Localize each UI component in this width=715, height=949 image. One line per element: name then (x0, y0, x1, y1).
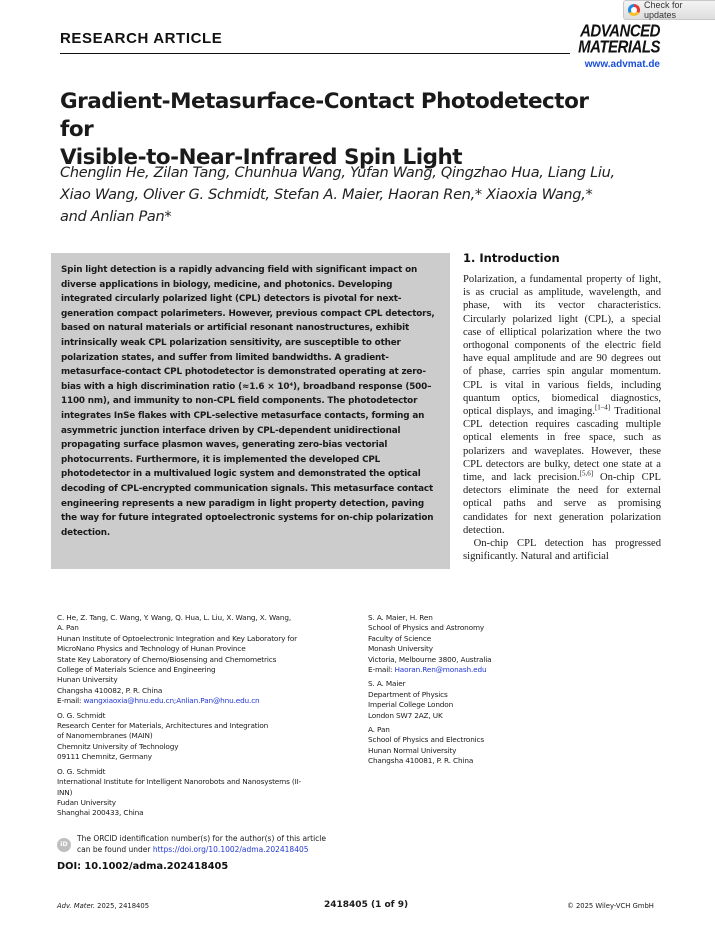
affiliations-right (368, 613, 608, 771)
author-list (60, 162, 620, 228)
check-for-updates-button[interactable] (623, 0, 715, 20)
affiliation-line: Faculty of Science (368, 633, 432, 643)
affiliation-line: S. A. Maier, H. Ren (368, 613, 433, 622)
affiliation-line: O. G. Schmidt (57, 710, 106, 720)
article-title (60, 88, 620, 172)
affiliation-line: Shanghai 200433, China (57, 808, 144, 818)
authors-line: Xiao Wang, Oliver G. Schmidt, Stefan A. Maier, Haoran Ren,* Xiaoxia Wang,* (60, 187, 593, 203)
affiliation-line: Monash University (368, 644, 433, 654)
journal-logo-line1: ADVANCED (580, 21, 660, 42)
email-link[interactable]: wangxiaoxia@hnu.edu.cn;Anlian.Pan@hnu.edu.cn (83, 696, 260, 706)
affiliation-line: S. A. Maier (368, 679, 406, 689)
citation-link[interactable]: [5,6] (579, 469, 594, 478)
doi-label: DOI: 10.1002/adma.202418405 (57, 861, 229, 872)
affiliation-block (57, 613, 357, 707)
crossmark-icon (628, 4, 640, 16)
affiliation-line: International Institute for Intelligent Nanorobots and Nanosystems (II- (57, 777, 302, 787)
email-label: E-mail: (57, 696, 84, 706)
affiliation-line: Chemnitz University of Technology (57, 741, 179, 751)
affiliation-block (368, 725, 608, 767)
journal-logo (578, 21, 660, 58)
affiliation-line: Changsha 410081, P. R. China (368, 756, 474, 766)
intro-paragraph (463, 273, 661, 537)
affiliation-line: School of Physics and Astronomy (368, 623, 485, 633)
affiliation-line: A. Pan (368, 725, 390, 735)
abstract-box (51, 253, 450, 569)
introduction-body (463, 273, 661, 563)
affiliation-line: State Key Laboratory of Chemo/Biosensing and Chemometrics (57, 654, 277, 664)
affiliation-line: College of Materials Science and Engineering (57, 665, 216, 675)
email-link[interactable]: Haoran.Ren@monash.edu (394, 665, 487, 675)
footer-citation (57, 902, 149, 910)
affiliation-line: Changsha 410082, P. R. China (57, 685, 163, 695)
affiliations-left (57, 613, 357, 823)
title-line: Gradient-Metasurface-Contact Photodetector for (60, 89, 589, 142)
affiliation-line: Hunan University (57, 675, 118, 685)
affiliation-line: Hunan Institute of Optoelectronic Integration and Key Laboratory for (57, 633, 298, 643)
affiliation-line: Department of Physics (368, 689, 448, 699)
orcid-notice (57, 834, 326, 855)
email-label: E-mail: (368, 665, 395, 675)
affiliation-line: Research Center for Materials, Architectures and Integration (57, 721, 269, 731)
intro-text-span: Traditional CPL detection requires cascading multiple optical elements in free space, such as polarizers and waveplates. However, these CPL detectors are bulky, detect one state at a time, and lack precision. (463, 406, 662, 484)
title-line: Visible-to-Near-Infrared Spin Light (60, 145, 463, 170)
authors-line: and Anlian Pan* (60, 209, 172, 225)
orcid-icon: iD (57, 838, 71, 852)
affiliation-block (57, 767, 357, 819)
journal-url-link[interactable]: www.advmat.de (584, 59, 660, 70)
email-line (368, 665, 608, 675)
intro-text-span: Polarization, a fundamental property of light, is as crucial as amplitude, wavelength, and phase, with its vector characteristics. Circularly polarized light (CPL), a special case of elliptical polarization where the two orthogonal components of the electric field have equal amplitude and are 90 degrees out of phase, carries spin angular momentum. CPL is vital in various fields, including quantum optics, biomedical diagnostics, optical displays, and imaging. (463, 274, 661, 418)
affiliation-line: Victoria, Melbourne 3800, Australia (368, 654, 492, 664)
copyright: © 2025 Wiley-VCH GmbH (567, 902, 654, 910)
journal-logo-line2: MATERIALS (578, 37, 660, 58)
affiliation-line: MicroNano Physics and Technology of Hunan Province (57, 644, 246, 654)
introduction-heading: 1. Introduction (463, 251, 560, 265)
orcid-prefix: can be found under (77, 844, 153, 854)
header-divider (60, 53, 570, 54)
intro-text-span: On-chip CPL detectors eliminate the need for external optical paths and serve as promising candidates for next generation polarization detection. (463, 472, 661, 536)
orcid-line2 (77, 845, 326, 856)
affiliation-line: Fudan University (57, 797, 116, 807)
affiliation-line: School of Physics and Electronics (368, 735, 485, 745)
authors-line: Chenglin He, Zilan Tang, Chunhua Wang, Yufan Wang, Qingzhao Hua, Liang Liu, (60, 165, 615, 181)
orcid-line1: The ORCID identification number(s) for the author(s) of this article (77, 834, 326, 843)
section-label: RESEARCH ARTICLE (60, 30, 223, 47)
affiliation-line: Hunan Normal University (368, 745, 457, 755)
affiliation-line: INN) (57, 787, 73, 797)
affiliation-line: 09111 Chemnitz, Germany (57, 752, 152, 762)
email-line (57, 696, 357, 706)
page-number: 2418405 (1 of 9) (324, 900, 409, 910)
citation-text: 2025, 2418405 (94, 902, 150, 910)
affiliation-block (368, 679, 608, 721)
affiliation-line: Imperial College London (368, 700, 454, 710)
affiliation-line: C. He, Z. Tang, C. Wang, Y. Wang, Q. Hua, L. Liu, X. Wang, X. Wang, (57, 613, 291, 622)
affiliation-line: A. Pan (57, 623, 79, 633)
orcid-doi-link[interactable]: https://doi.org/10.1002/adma.202418405 (152, 844, 309, 854)
affiliation-block (57, 711, 357, 763)
affiliation-block (368, 613, 608, 675)
affiliation-line: London SW7 2AZ, UK (368, 710, 443, 720)
affiliation-line: of Nanomembranes (MAIN) (57, 731, 153, 741)
citation-link[interactable]: [1–4] (594, 403, 611, 412)
check-for-updates-label: Check for updates (644, 0, 683, 20)
affiliation-line: O. G. Schmidt (57, 766, 106, 776)
intro-paragraph: On-chip CPL detection has progressed significantly. Natural and artificial (463, 538, 661, 563)
abstract-text: Spin light detection is a rapidly advancing field with significant impact on diverse applications in biology, medicine, and photonics. Developing integrated circularly polarized light (CPL) detectors is pivotal for next-generation compact polarimeters. However, previous compact CPL detectors, based on natural materials or artificial resonant nanostructures, exhibit intrinsically weak CPL polarization sensitivity, are susceptible to other polarization states, and suffer from limited bandwidths. A gradient-metasurface-contact CPL photodetector is demonstrated operating at zero-bias with a high discrimination ratio (≈1.6 × 10⁴), broadband response (500–1100 nm), and immunity to non-CPL field components. The photodetector integrates InSe flakes with CPL-selective metasurface contacts, forming an asymmetric junction interface driven by CPL-dependent unidirectional propagating surface plasmon waves, generating zero-bias vectorial photocurrents. Furthermore, it is implemented the developed CPL photodetector in a multivalued logic system and demonstrated the optical decoding of CPL-encrypted communication signals. This metasurface contact engineering represents a new paradigm in light property detection, paving the way for future integrated optoelectronic systems for on-chip polarization detection. (61, 265, 435, 538)
journal-abbrev: Adv. Mater. (57, 902, 95, 910)
